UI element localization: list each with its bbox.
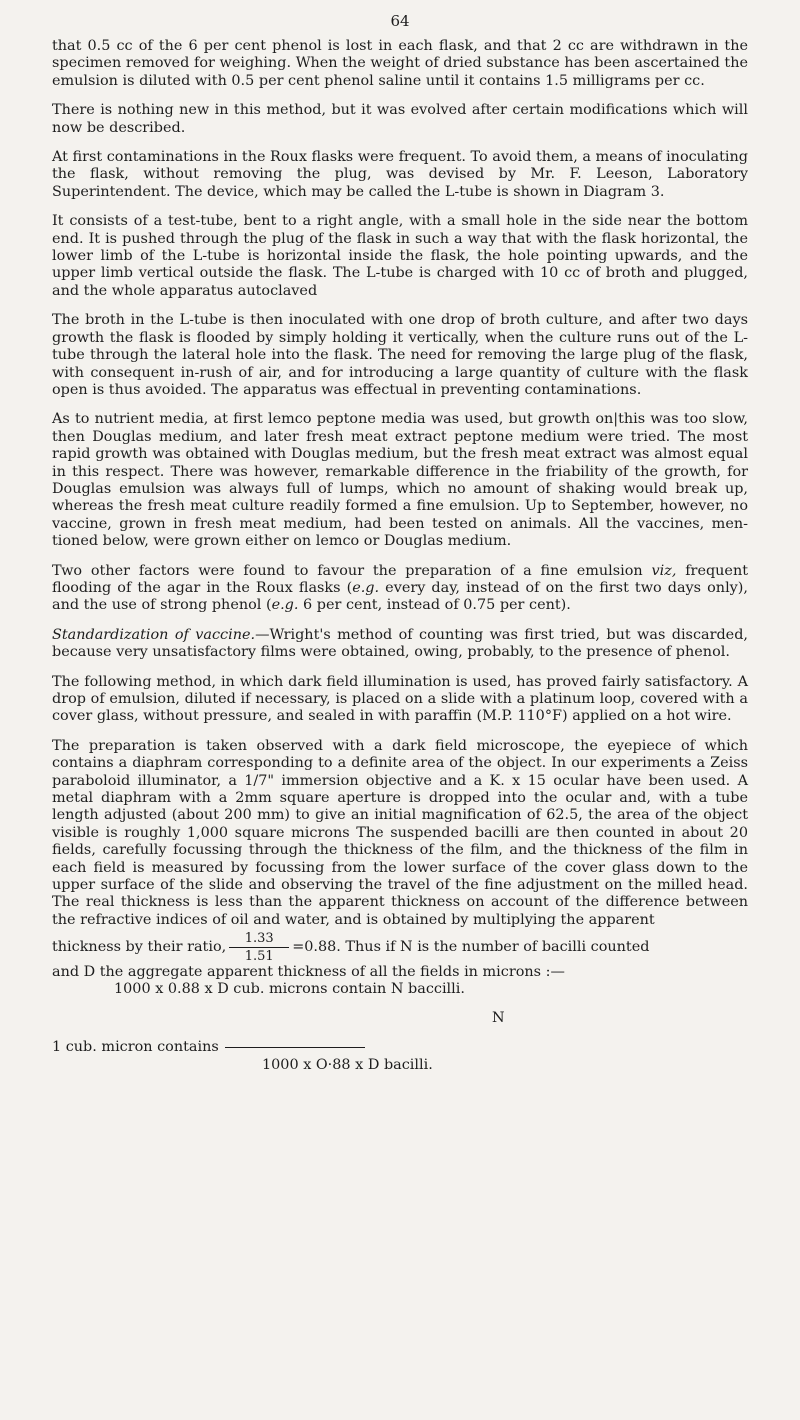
paragraph-10: The preparation is taken observed with a dark field microscope, the eyepiece of which contains a diaphram corresponding to a definite area of the object. In our experiments a Zeiss paraboloid illuminator, a 1/7" immersion objective and a K. x 15 ocular have been used. A metal diaphram with a 2mm square aperture is dropped into the ocular and, with a tube length adjusted (about 200 mm) to give an initial magnification of 62.5, the area of the object visible is roughly 1,000 square microns The suspended bacilli are then counted in about 20 fields, carefully focussing through the thickness of the film, and the thickness of the film in each field is measured by focussing from the lower surface of the cover glass down to the upper surface of the slide and observing the travel of the fine adjustment on the milled head. The real thickness is less than the apparent thickness on account of the difference between the refractive indices of oil and water, and is obtained by multiplying the apparent (52, 737, 748, 928)
paragraph-7: Two other factors were found to favour the preparation of a fine emulsion viz, frequent flooding of the agar in the Roux flasks (e.g. every day, instead of on the first two days only), and the use of strong phenol (e.g. 6 per cent, instead of 0.75 per cent). (52, 562, 749, 614)
ratio-line: thickness by their ratio, $\frac{1.33}{1.51}$ =0.88. Thus if N is the number of bacilli counted (52, 931, 650, 965)
fraction-rule (225, 1047, 365, 1048)
paragraph-1: that 0.5 cc of the 6 per cent phenol is lost in each flask, and that 2 cc are withdrawn in the specimen removed for weighing. When the weight of dried substance has been ascertained the emulsion is diluted with 0.5 per cent phenol saline until it contains 1.5 milligrams per cc. (52, 38, 748, 89)
formula-line-c: and D the aggregate apparent thickness of all the fields in microns :— (52, 964, 565, 981)
paragraph-9: The following method, in which dark field illumination is used, has proved fairly satisfactory. A drop of emulsion, diluted if necessary, is placed on a slide with a platinum loop, covered with a cover glass, without pressure, and sealed in with paraffin (M.P. 110°F) applied on a hot wire. (52, 673, 748, 725)
page-number: 64 (390, 12, 410, 30)
formula-block (52, 931, 748, 1073)
paragraph-3: At first contaminations in the Roux flasks were frequent. To avoid them, a means of inoculating the flask, without removing the plug, was devised by Mr. F. Leeson, Laboratory Superintendent. The device, which may be called the L-tube is shown in Diagram 3. (52, 149, 748, 200)
formula-line-e: 1 cub. micron contains (52, 1039, 748, 1056)
paragraph-6: As to nutrient media, at first lemco peptone media was used, but growth on|this was too slow, then Douglas medium, and later fresh meat extract peptone medium were tried. The most rapid growth was obtained with Douglas medium, but the fresh meat extract was almost equal in this respect. There was however, remarkable difference in the friability of the growth, for Douglas emulsion was always full of lumps, which no amount of shaking would break up, whereas the fresh meat culture readily formed a fine emulsion. Up to September, however, no vaccine, grown in fresh meat medium, had been tested on animals. All the vaccines, mentioned below, were grown either on lemco or Douglas medium. (52, 411, 748, 550)
formula-line-f: 1000 x O·88 x D bacilli. (262, 1056, 433, 1073)
formula-line-d: 1000 x 0.88 x D cub. microns contain N baccilli. (114, 981, 465, 998)
section-heading: Standardization of vaccine. (52, 626, 256, 643)
paragraph-8: Standardization of vaccine.—Wright's method of counting was first tried, but was discarded, because very unsatisfactory films were obtained, owing, probably, to the presence of phenol. (52, 626, 748, 661)
formula-n: N (492, 1010, 505, 1027)
paragraph-2: There is nothing new in this method, but it was evolved after certain modifications which will now be described. (52, 102, 748, 136)
paragraph-5: The broth in the L-tube is then inoculated with one drop of broth culture, and after two days growth the flask is flooded by simply holding it vertically, when the culture runs out of the L-tube through the lateral hole into the flask. The need for removing the large plug of the flask, with consequent in-rush of air, and for introducing a large quantity of culture with the flask open is thus avoided. The apparatus was effectual in preventing contaminations. (52, 312, 748, 398)
body-text (52, 38, 748, 1086)
ratio-fraction: $\frac{1.33}{1.51}$ (229, 931, 289, 964)
paragraph-4: It consists of a test-tube, bent to a right angle, with a small hole in the side near the bottom end. It is pushed through the plug of the flask in such a way that with the flask horizontal, the lower limb of the L-tube is horizontal inside the flask, the hole pointing upwards, and the upper limb vertical outside the flask. The L-tube is charged with 10 cc of broth and plugged, and the whole apparatus autoclaved (52, 213, 748, 299)
